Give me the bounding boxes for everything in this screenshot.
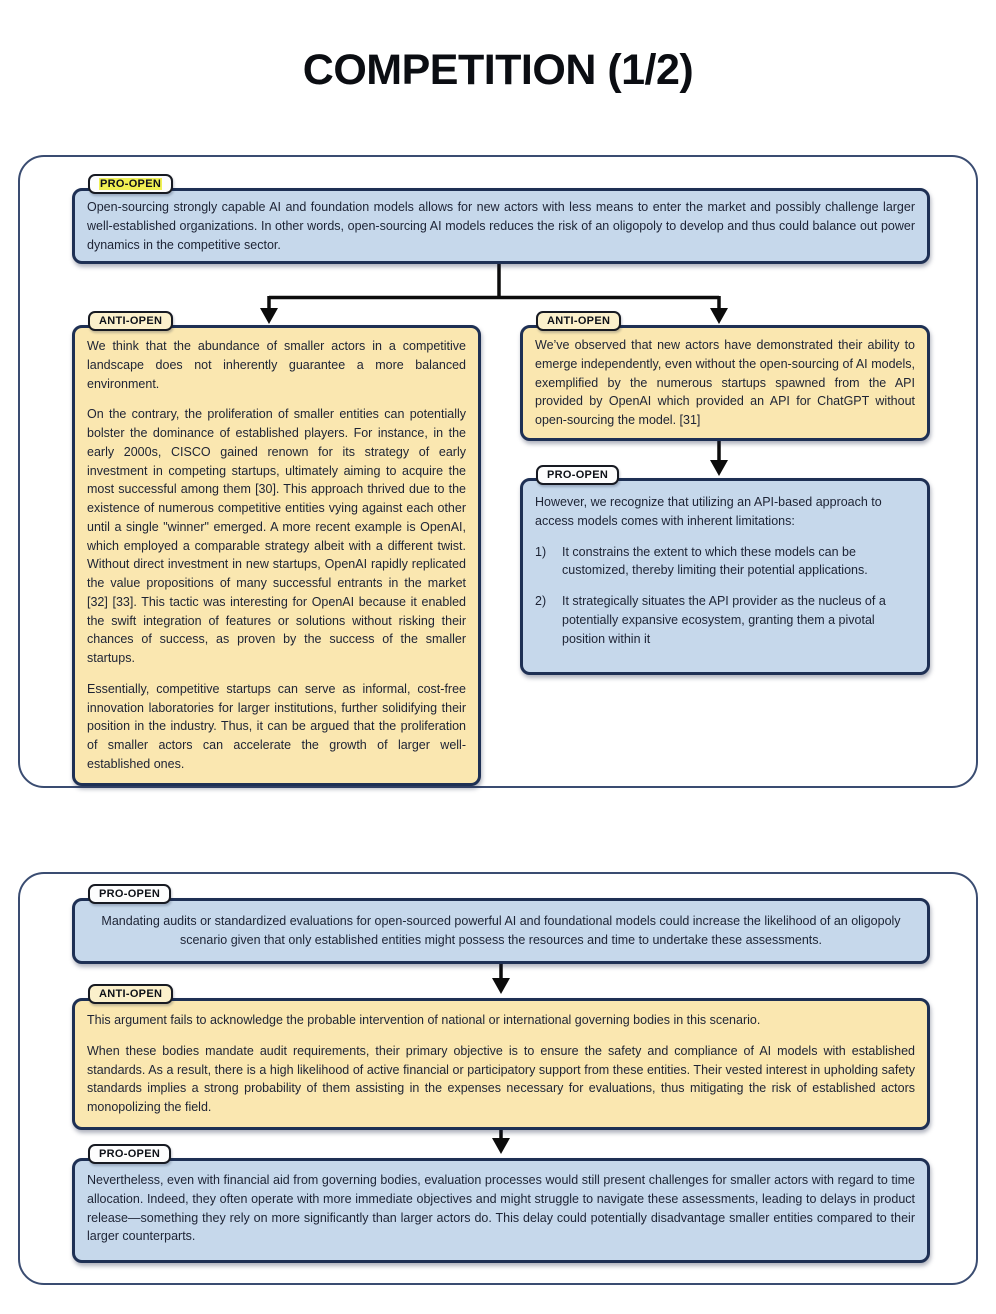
numbered-item-1 <box>535 543 915 581</box>
tag-label: ANTI-OPEN <box>99 988 163 1000</box>
tag-pro-open-group2-root <box>88 884 171 904</box>
argument-paragraph: On the contrary, the proliferation of smaller entities can potentially bolster the dominance of established players. For instance, in the early 2000s, CISCO gained renown for its strategy of early investment in competing startups, ultimately aiming to acquire the most successful among them [30]. This approach thrived due to the existence of numerous competitive entities vying against each other until a single "winner" emerged. A more recent example is OpenAI, which employed a comparable strategy albeit with a different twist. Without direct investment in new startups, OpenAI rapidly replicated the value propositions of many successful entrants in the market [32] [33]. This tactic was interesting for OpenAI because it enabled the swift integration of features or solutions without risking their chances of success, as proven by the success of the smaller startups. <box>87 407 466 665</box>
argument-pro-open-group2-root <box>72 898 930 964</box>
item-text: It strategically situates the API provider as the nucleus of a potentially expansive ecosystem, granting them a pivotal position within it <box>562 594 886 646</box>
tag-pro-open-group2-reply <box>88 1144 171 1164</box>
tag-anti-open-left <box>88 311 173 331</box>
argument-intro: However, we recognize that utilizing an API-based approach to access models comes with inherent limitations: <box>535 495 882 528</box>
tag-pro-open-reply <box>536 465 619 485</box>
numbered-item-2 <box>535 592 915 648</box>
tag-label: ANTI-OPEN <box>547 315 611 327</box>
argument-text: Open-sourcing strongly capable AI and foundation models allows for new actors with less means to enter the market and possibly challenge larger well-established organizations. In other words, open-sourcing AI models reduces the risk of an oligopoly to develop and thus could balance out power dynamics in the competitive sector. <box>87 200 915 252</box>
argument-pro-open-root <box>72 188 930 264</box>
argument-anti-open-left <box>72 325 481 786</box>
tag-label-highlighted: PRO-OPEN <box>100 178 162 190</box>
tag-label: PRO-OPEN <box>99 888 161 900</box>
argument-text: Mandating audits or standardized evaluations for open-sourced powerful AI and foundational models could increase the likelihood of an oligopoly scenario given that only established entities might possess the resources and time to undertake these assessments. <box>101 914 901 947</box>
argument-paragraph: Essentially, competitive startups can serve as informal, cost-free innovation laboratories for larger institutions, further solidifying their position in the industry. Thus, it can be argued that the proliferation of smaller actors can accelerate the growth of larger well-established ones. <box>87 681 466 771</box>
argument-paragraph: This argument fails to acknowledge the probable intervention of national or international governing bodies in this scenario. <box>87 1013 761 1027</box>
item-number: 1) <box>535 544 547 559</box>
argument-anti-open-right <box>520 325 930 441</box>
page-title: COMPETITION (1/2) <box>302 46 694 94</box>
argument-text: We’ve observed that new actors have demonstrated their ability to emerge independently, even without the open-sourcing of AI models, exemplified by the numerous startups spawned from the API provided by OpenAI which provided an API for ChatGPT without open-sourcing the model. [31] <box>535 338 915 427</box>
item-text: It constrains the extent to which these models can be customized, thereby limiting their potential applications. <box>562 544 868 578</box>
argument-anti-open-group2 <box>72 998 930 1130</box>
tag-label: PRO-OPEN <box>99 1148 161 1160</box>
tag-pro-open-root <box>88 174 173 194</box>
argument-text: Nevertheless, even with financial aid from governing bodies, evaluation processes would still present challenges for smaller actors with regard to time allocation. Indeed, they often operate with more immediate objectives and might struggle to navigate these assessments, leading to delays in product release—something they rely on more significantly than larger actors do. This delay could potentially disadvantage smaller entities compared to their larger counterparts. <box>87 1173 915 1244</box>
tag-anti-open-group2 <box>88 984 173 1004</box>
tag-anti-open-right <box>536 311 621 331</box>
argument-paragraph: When these bodies mandate audit requirements, their primary objective is to ensure the safety and compliance of AI models with established standards. As a result, there is a high likelihood of active financial or participatory support from these entities. Their vested interest in upholding safety standards implies a strong probability of them assisting in the expenses necessary for evaluations, thus mitigating the risk of established actors monopolizing the field. <box>87 1043 915 1114</box>
argument-pro-open-group2-reply <box>72 1158 930 1263</box>
item-number: 2) <box>535 594 547 608</box>
argument-paragraph: We think that the abundance of smaller actors in a competitive landscape does not inherently guarantee a more balanced environment. <box>87 339 466 391</box>
tag-label: PRO-OPEN <box>547 469 609 481</box>
argument-pro-open-reply <box>520 478 930 675</box>
tag-label: ANTI-OPEN <box>99 315 163 327</box>
